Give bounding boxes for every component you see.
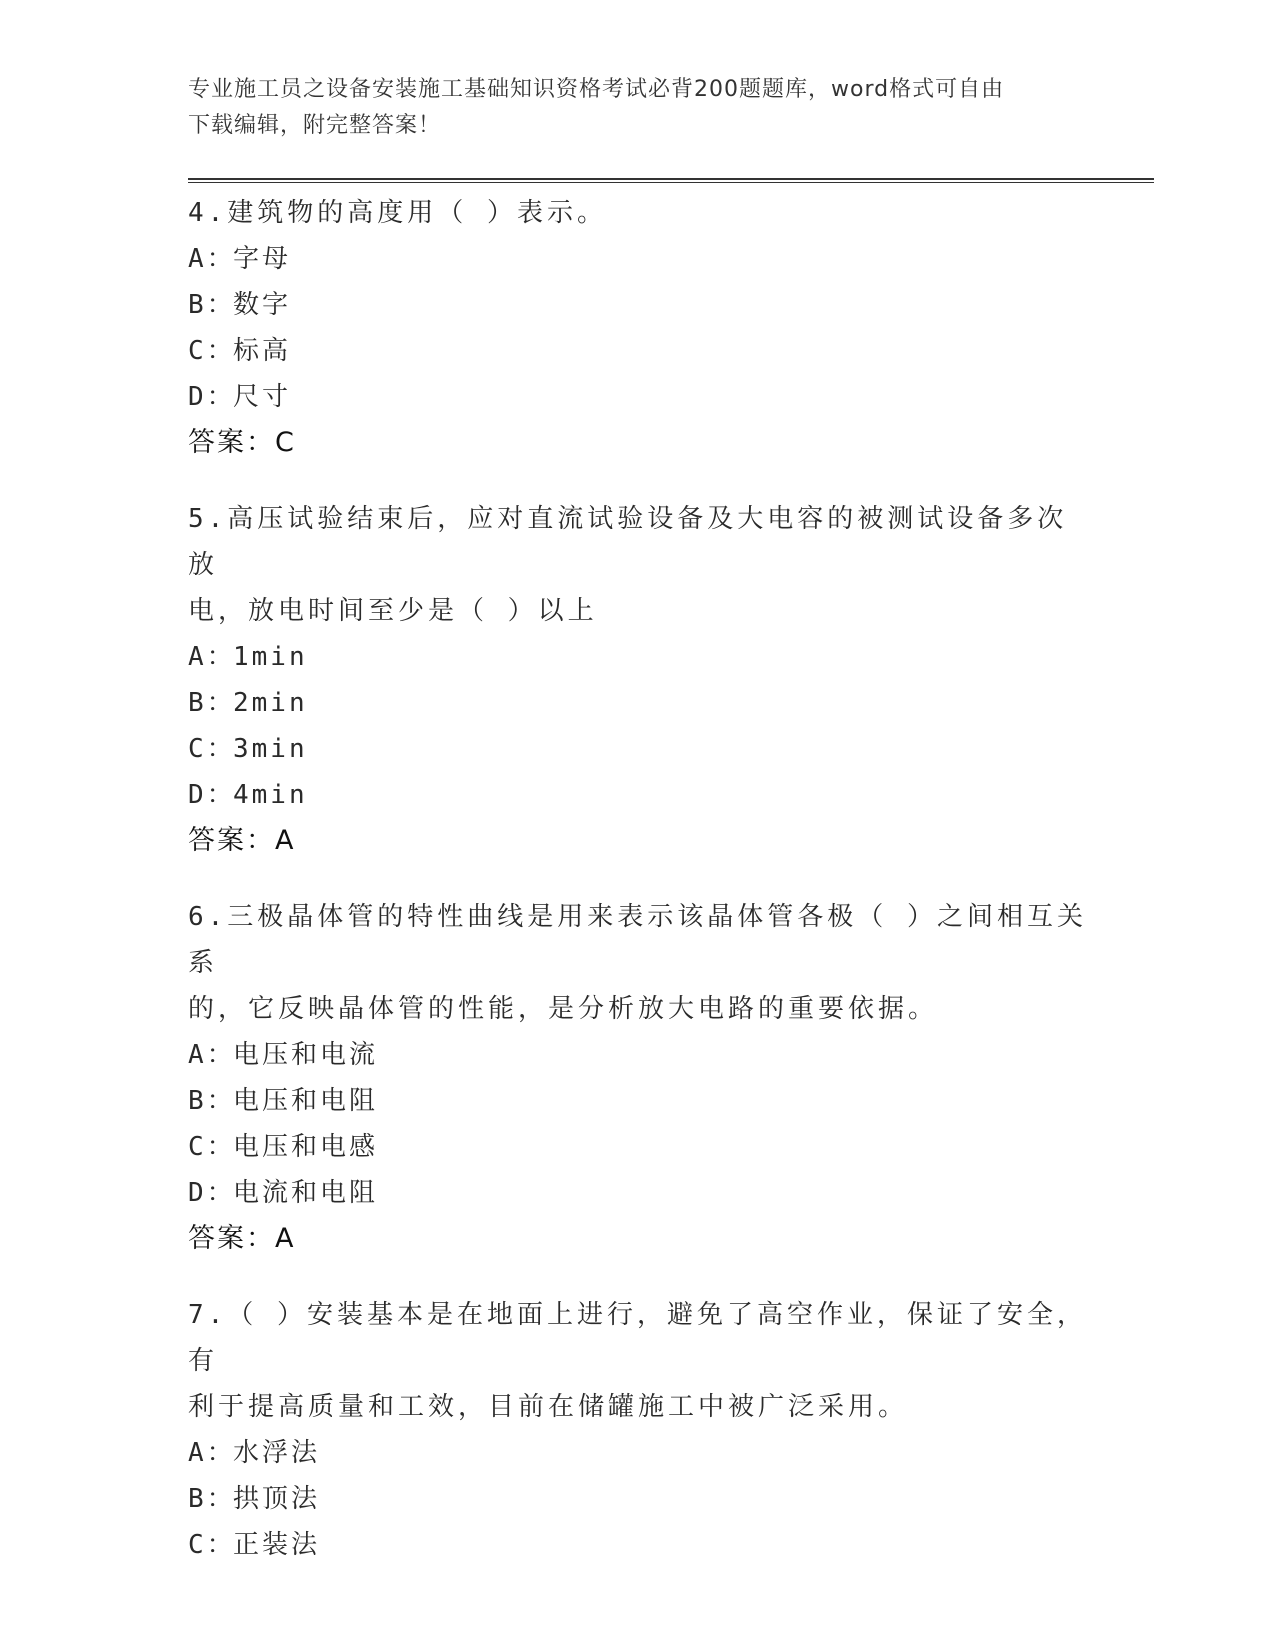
question-line: 4.建筑物的高度用（ ）表示。 <box>188 198 607 228</box>
option-key: C： <box>188 1132 236 1162</box>
question-line: 利于提高质量和工效，目前在储罐施工中被广泛采用。 <box>188 1392 909 1422</box>
question-7 <box>188 1292 1088 1568</box>
answer: 答案：A <box>188 825 296 856</box>
question-line: 的，它反映晶体管的性能，是分析放大电路的重要依据。 <box>188 994 939 1024</box>
option-b <box>188 282 1088 328</box>
option-c <box>188 726 1088 772</box>
option-key: A： <box>188 1040 236 1070</box>
option-text: 3min <box>233 734 308 764</box>
option-b <box>188 680 1088 726</box>
document-header <box>188 72 1088 144</box>
option-text: 正装法 <box>233 1530 321 1560</box>
option-key: D： <box>188 780 236 810</box>
option-key: D： <box>188 382 236 412</box>
option-text: 电压和电流 <box>233 1040 379 1070</box>
question-line: 电，放电时间至少是（ ）以上 <box>188 596 598 626</box>
option-b <box>188 1078 1088 1124</box>
option-text: 字母 <box>233 244 292 274</box>
option-key: C： <box>188 1530 236 1560</box>
question-6 <box>188 894 1088 1262</box>
option-text: 4min <box>233 780 308 810</box>
option-key: D： <box>188 1178 236 1208</box>
question-text <box>188 190 1088 236</box>
question-text <box>188 894 1088 1032</box>
answer: 答案：C <box>188 427 296 458</box>
question-5 <box>188 496 1088 864</box>
option-key: A： <box>188 1438 236 1468</box>
option-text: 水浮法 <box>233 1438 321 1468</box>
option-key: C： <box>188 336 236 366</box>
option-key: C： <box>188 734 236 764</box>
question-4 <box>188 190 1088 466</box>
option-text: 拱顶法 <box>233 1484 321 1514</box>
option-c <box>188 1124 1088 1170</box>
option-key: A： <box>188 244 236 274</box>
option-a <box>188 634 1088 680</box>
option-key: B： <box>188 1086 236 1116</box>
answer: 答案：A <box>188 1223 296 1254</box>
option-a <box>188 236 1088 282</box>
option-c <box>188 328 1088 374</box>
option-text: 数字 <box>233 290 292 320</box>
question-list <box>188 190 1088 1598</box>
option-a <box>188 1430 1088 1476</box>
option-text: 尺寸 <box>233 382 292 412</box>
option-a <box>188 1032 1088 1078</box>
question-line: 5.高压试验结束后，应对直流试验设备及大电容的被测试设备多次放 <box>188 504 1068 580</box>
option-d <box>188 374 1088 420</box>
option-d <box>188 1170 1088 1216</box>
option-text: 电流和电阻 <box>233 1178 379 1208</box>
option-text: 电压和电阻 <box>233 1086 379 1116</box>
question-line: 7.（ ）安装基本是在地面上进行，避免了高空作业，保证了安全，有 <box>188 1300 1087 1376</box>
option-d <box>188 772 1088 818</box>
option-key: B： <box>188 1484 236 1514</box>
option-b <box>188 1476 1088 1522</box>
option-key: A： <box>188 642 236 672</box>
option-text: 标高 <box>233 336 292 366</box>
header-divider <box>188 178 1154 183</box>
option-key: B： <box>188 688 236 718</box>
header-line-1: 专业施工员之设备安装施工基础知识资格考试必背200题题库，word格式可自由 <box>188 77 1005 102</box>
question-line: 6.三极晶体管的特性曲线是用来表示该晶体管各极（ ）之间相互关系 <box>188 902 1087 978</box>
option-text: 电压和电感 <box>233 1132 379 1162</box>
question-text <box>188 1292 1088 1430</box>
question-text <box>188 496 1088 634</box>
option-text: 1min <box>233 642 308 672</box>
header-line-2: 下载编辑，附完整答案！ <box>188 113 442 138</box>
option-c <box>188 1522 1088 1568</box>
option-text: 2min <box>233 688 308 718</box>
option-key: B： <box>188 290 236 320</box>
